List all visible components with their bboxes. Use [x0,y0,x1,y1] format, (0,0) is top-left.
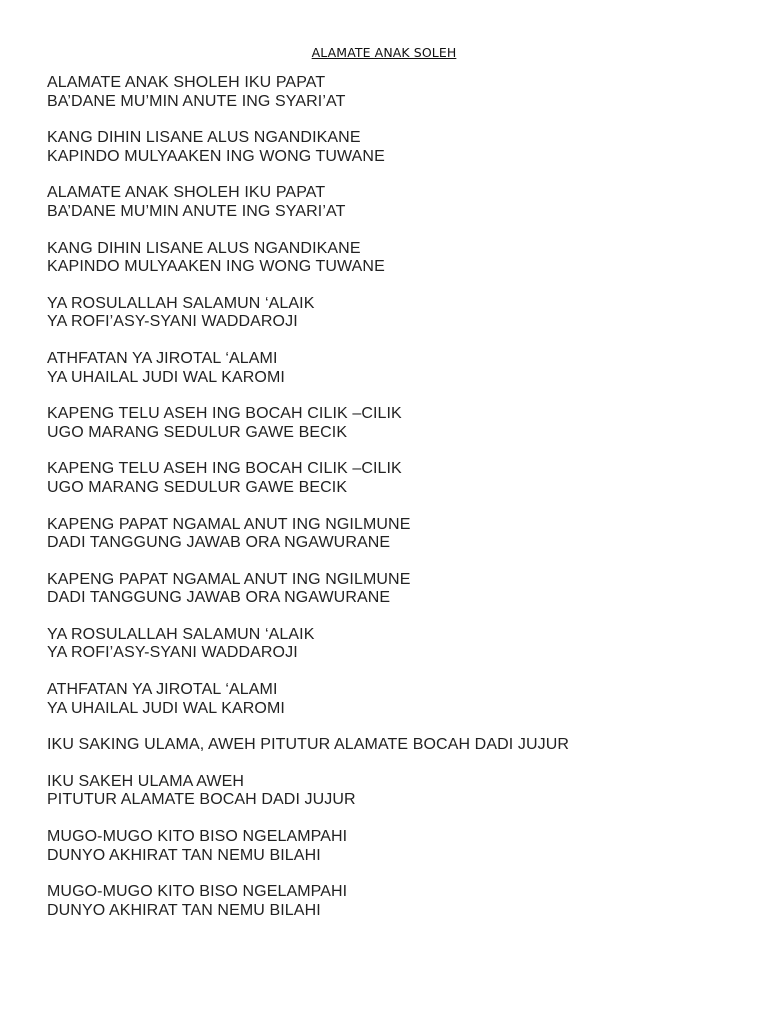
lyric-line: ATHFATAN YA JIROTAL ‘ALAMI [47,681,278,699]
lyric-line: IKU SAKING ULAMA, AWEH PITUTUR ALAMATE BOCAH DADI JUJUR [47,736,570,754]
lyric-line: KAPINDO MULYAAKEN ING WONG TUWANE [47,147,385,165]
stanza [47,883,747,920]
lyric-line: KAPENG TELU ASEH ING BOCAH CILIK –CILIK [47,460,402,478]
stanza [47,736,747,755]
lyric-line: DUNYO AKHIRAT TAN NEMU BILAHI [47,846,321,864]
stanza [47,571,747,608]
stanza [47,828,747,865]
stanza [47,681,747,718]
lyric-line: KANG DIHIN LISANE ALUS NGANDIKANE [47,239,361,257]
lyric-line: YA ROFI’ASY-SYANI WADDAROJI [47,644,298,662]
document-title: ALAMATE ANAK SOLEH [311,45,457,60]
lyric-line: KAPINDO MULYAAKEN ING WONG TUWANE [47,258,385,276]
stanza [47,129,747,166]
stanza [47,240,747,277]
lyric-line: YA ROSULALLAH SALAMUN ‘ALAIK [47,625,315,643]
lyric-line: DADI TANGGUNG JAWAB ORA NGAWURANE [47,589,391,607]
stanza [47,516,747,553]
lyric-line: KANG DIHIN LISANE ALUS NGANDIKANE [47,129,361,147]
lyric-line: YA UHAILAL JUDI WAL KAROMI [47,699,285,717]
lyric-line: YA ROSULALLAH SALAMUN ‘ALAIK [47,294,315,312]
lyric-line: IKU SAKEH ULAMA AWEH [47,772,245,790]
lyric-line: UGO MARANG SEDULUR GAWE BECIK [47,478,348,496]
lyric-line: ATHFATAN YA JIROTAL ‘ALAMI [47,349,278,367]
lyric-line: MUGO-MUGO KITO BISO NGELAMPAHI [47,883,348,901]
lyric-line: MUGO-MUGO KITO BISO NGELAMPAHI [47,828,348,846]
stanza [47,405,747,442]
lyric-line: DUNYO AKHIRAT TAN NEMU BILAHI [47,901,321,919]
lyric-line: ALAMATE ANAK SHOLEH IKU PAPAT [47,74,326,91]
lyric-line: DADI TANGGUNG JAWAB ORA NGAWURANE [47,534,391,552]
lyric-line: UGO MARANG SEDULUR GAWE BECIK [47,423,348,441]
stanza [47,74,747,111]
lyric-line: BA’DANE MU’MIN ANUTE ING SYARI’AT [47,202,346,220]
stanza [47,184,747,221]
stanza [47,773,747,810]
stanza [47,460,747,497]
stanza [47,626,747,663]
lyric-line: YA UHAILAL JUDI WAL KAROMI [47,368,285,386]
stanza [47,295,747,332]
lyric-line: PITUTUR ALAMATE BOCAH DADI JUJUR [47,791,356,809]
stanza [47,350,747,387]
lyric-line: KAPENG PAPAT NGAMAL ANUT ING NGILMUNE [47,570,411,588]
lyric-line: KAPENG PAPAT NGAMAL ANUT ING NGILMUNE [47,515,411,533]
lyric-line: KAPENG TELU ASEH ING BOCAH CILIK –CILIK [47,405,402,423]
lyric-line: ALAMATE ANAK SHOLEH IKU PAPAT [47,184,326,202]
lyric-line: BA’DANE MU’MIN ANUTE ING SYARI’AT [47,92,346,110]
lyrics-body [47,74,747,938]
lyric-line: YA ROFI’ASY-SYANI WADDAROJI [47,313,298,331]
